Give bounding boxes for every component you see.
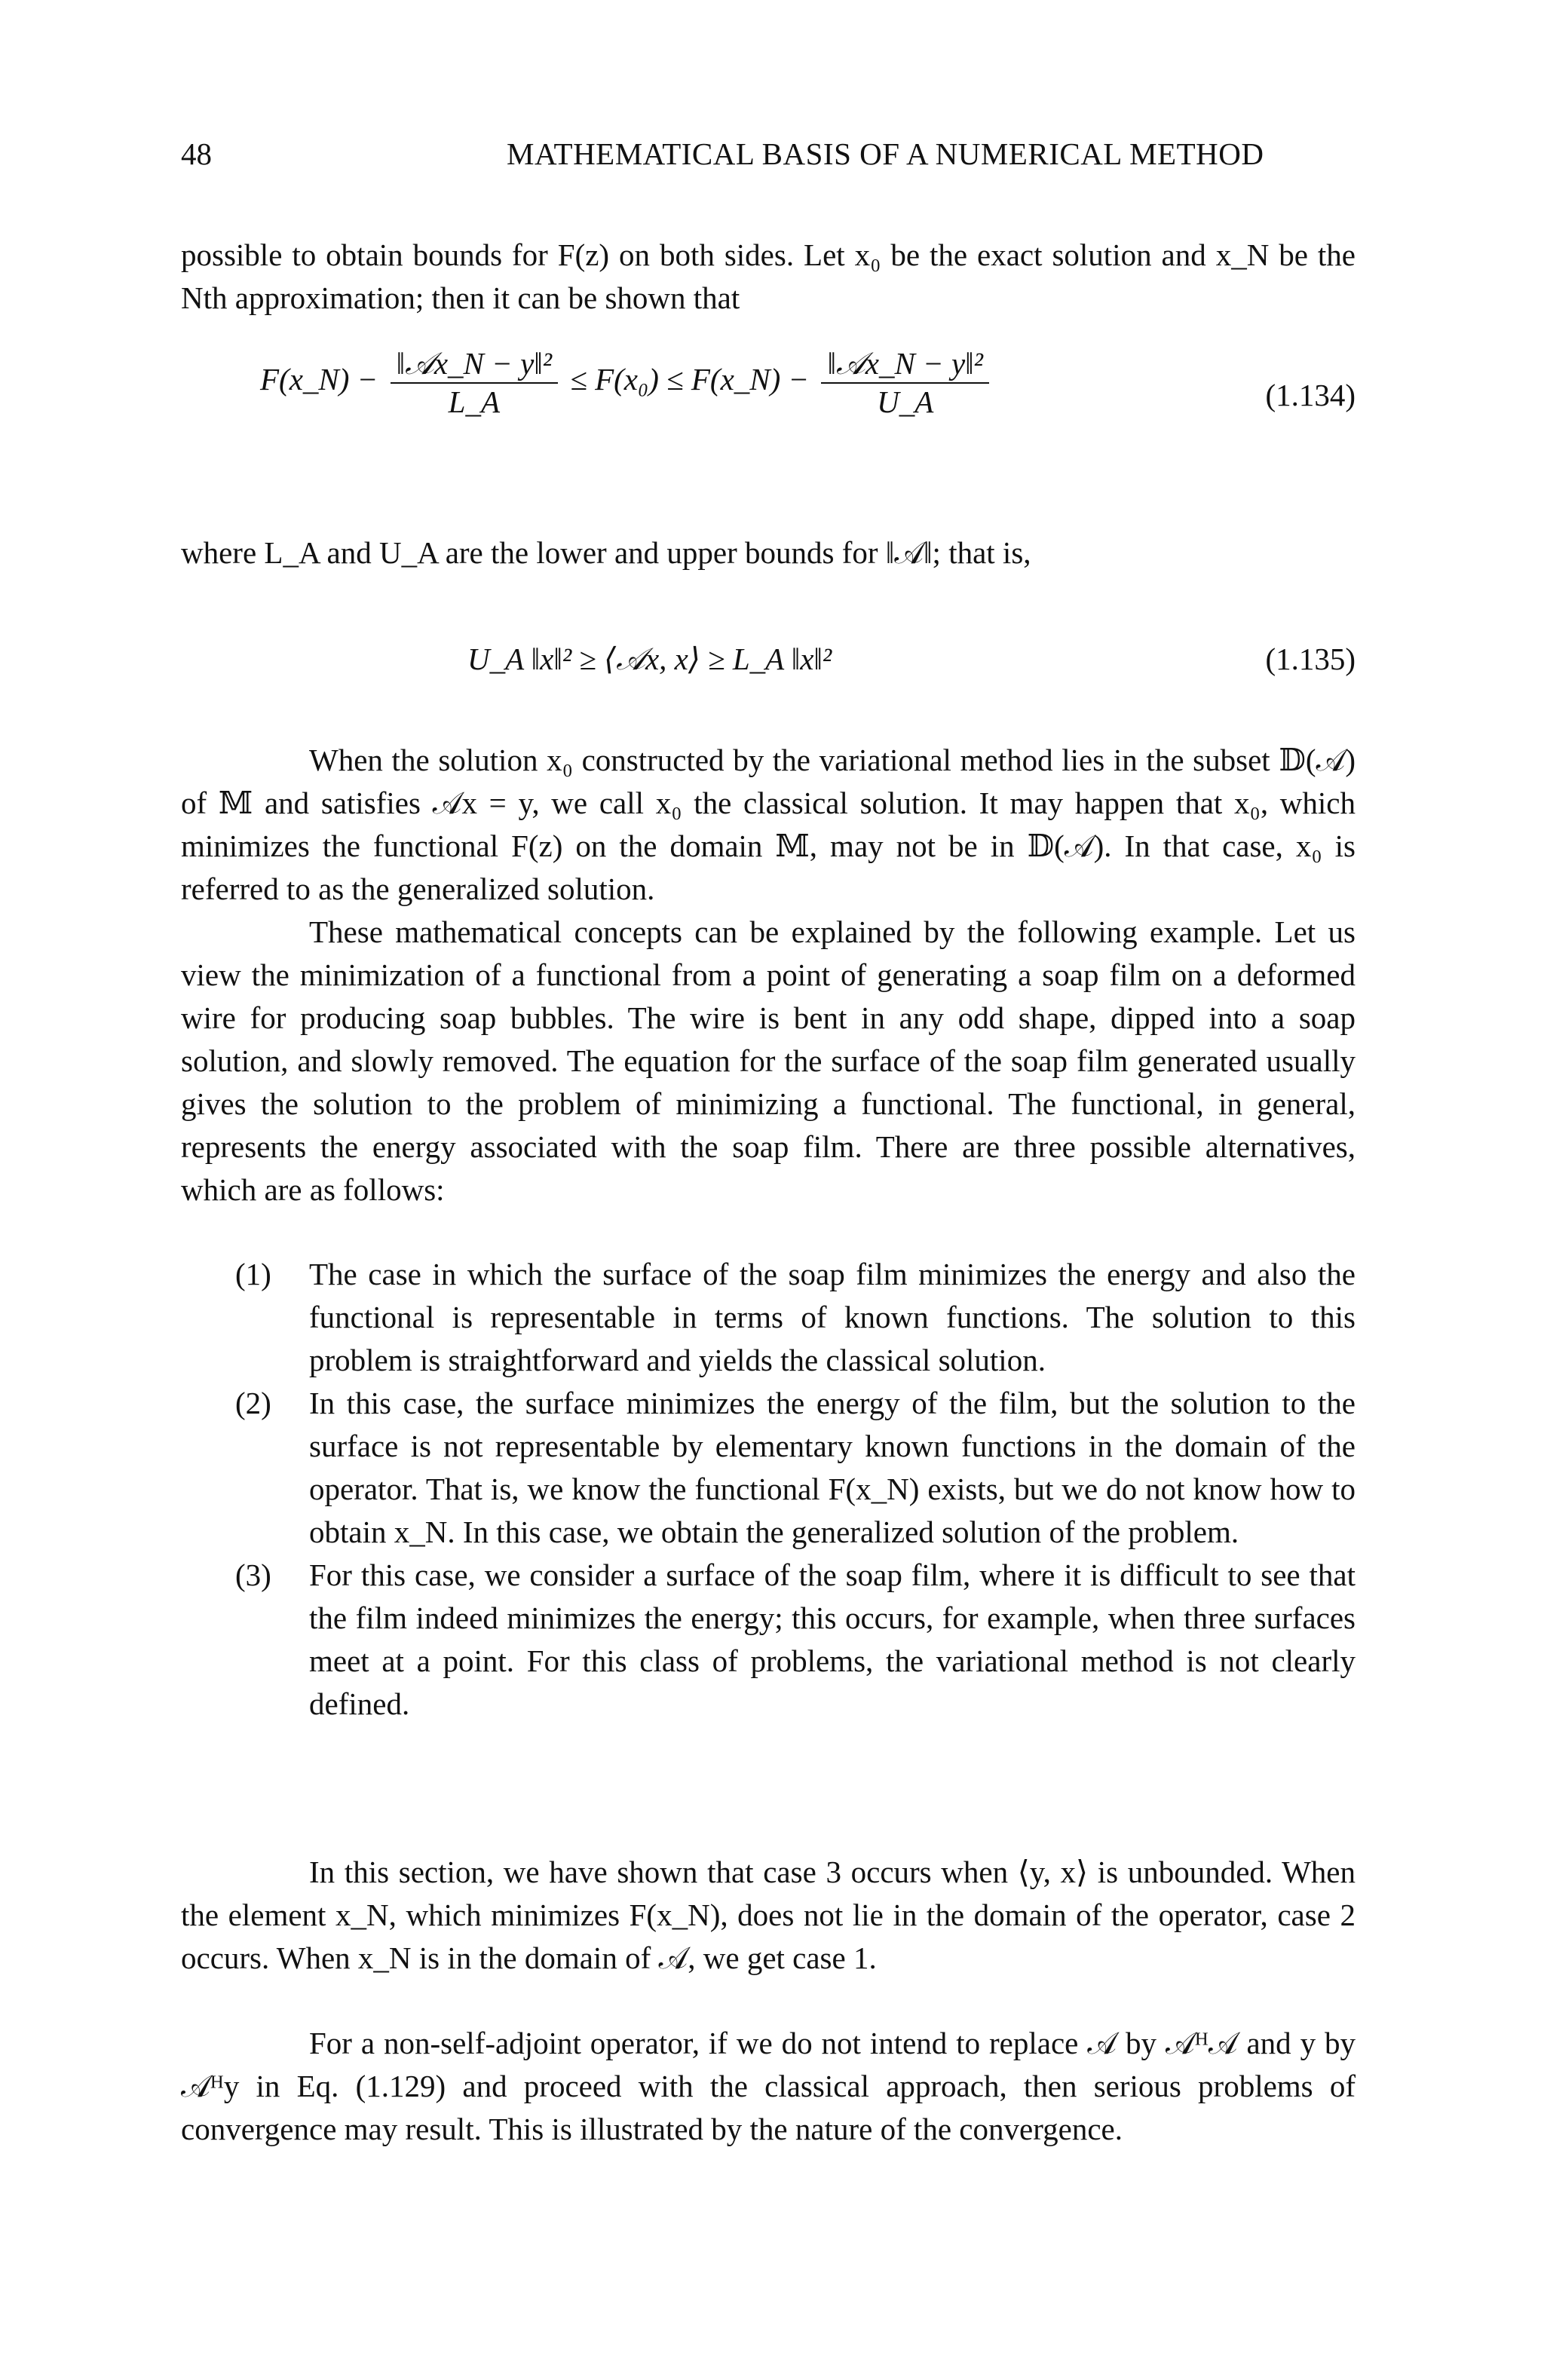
equation-number: (1.135): [1265, 642, 1356, 676]
eq134-lhs: F(x_N) −: [260, 361, 378, 397]
eq134-frac2-numerator: ‖𝒜x_N − y‖²: [821, 345, 989, 384]
eq134-fraction-upper: [821, 345, 989, 420]
equation-1-135: [181, 641, 1356, 694]
running-title: MATHEMATICAL BASIS OF A NUMERICAL METHOD: [507, 136, 1264, 171]
alternatives-list: [181, 1253, 1356, 1726]
list-item: [181, 1382, 1356, 1554]
paragraph-bounds: where L_A and U_A are the lower and upper bounds for ‖𝒜‖; that is,: [181, 535, 1031, 570]
equation-1-134: [181, 345, 1356, 436]
equation-1-135-body: U_A ‖x‖² ≥ ⟨𝒜x, x⟩ ≥ L_A ‖x‖²: [467, 642, 832, 676]
list-item-text: For this case, we consider a surface of the soap film, where it is difficult to see that the film indeed minimizes the energy; this occurs, for example, when three surfaces meet at a point. For this class of problems, the variational method is not clearly defined.: [309, 1558, 1356, 1721]
paragraph-soap-film-example: These mathematical concepts can be explained by the following example. Let us view the minimization of a functional from a point of generating a soap film on a deformed wire for producing soap bubbles. The wire is bent in any odd shape, dipped into a soap solution, and slowly removed. The equation for the surface of the soap film generated usually gives the solution to the problem of minimizing a functional. The functional, in general, represents the energy associated with the soap film. There are three possible alternatives, which are as follows:: [181, 914, 1356, 1207]
list-item-label: (2): [235, 1386, 271, 1420]
eq134-middle: ≤ F(x₀) ≤ F(x_N) −: [570, 361, 810, 397]
paragraph-case-summary: In this section, we have shown that case 3 occurs when ⟨y, x⟩ is unbounded. When the element x_N, which minimizes F(x_N), does not lie in the domain of the operator, case 2 occurs. When x_N is in the domain of 𝒜, we get case 1.: [181, 1855, 1356, 1975]
eq134-frac2-denominator: U_A: [877, 384, 934, 419]
paragraph-non-self-adjoint: For a non-self-adjoint operator, if we do not intend to replace 𝒜 by 𝒜ᴴ𝒜 and y by 𝒜ᴴy in Eq. (1.129) and proceed with the classical approach, then serious problems of convergence may result. This is illustrated by the nature of the convergence.: [181, 2026, 1356, 2146]
list-item-text: The case in which the surface of the soap film minimizes the energy and also the functional is representable in terms of known functions. The solution to this problem is straightforward and yields the classical solution.: [309, 1257, 1356, 1377]
paragraph-intro: possible to obtain bounds for F(z) on both sides. Let x₀ be the exact solution and x_N be the Nth approximation; then it can be shown that: [181, 237, 1356, 315]
equation-number: (1.134): [1265, 378, 1356, 412]
list-item: [181, 1253, 1356, 1382]
eq134-fraction-lower: [391, 345, 559, 420]
running-header: [181, 136, 1357, 181]
page-number: 48: [181, 136, 212, 171]
eq134-frac1-numerator: ‖𝒜x_N − y‖²: [391, 345, 559, 384]
paragraph-classical-solution: When the solution x₀ constructed by the variational method lies in the subset 𝔻(𝒜) of 𝕄 and satisfies 𝒜x = y, we call x₀ the classical solution. It may happen that x₀, which minimizes the functional F(z) on the domain 𝕄, may not be in 𝔻(𝒜). In that case, x₀ is referred to as the generalized solution.: [181, 743, 1356, 906]
list-item-label: (3): [235, 1558, 271, 1592]
list-item-text: In this case, the surface minimizes the energy of the film, but the solution to the surface is not representable by elementary known functions in the domain of the operator. That is, we know the functional F(x_N) exists, but we do not know how to obtain x_N. In this case, we obtain the generalized solution of the problem.: [309, 1386, 1356, 1549]
list-item-label: (1): [235, 1257, 271, 1291]
equation-1-134-body: [260, 345, 994, 420]
eq134-frac1-denominator: L_A: [448, 384, 500, 419]
list-item: [181, 1554, 1356, 1726]
